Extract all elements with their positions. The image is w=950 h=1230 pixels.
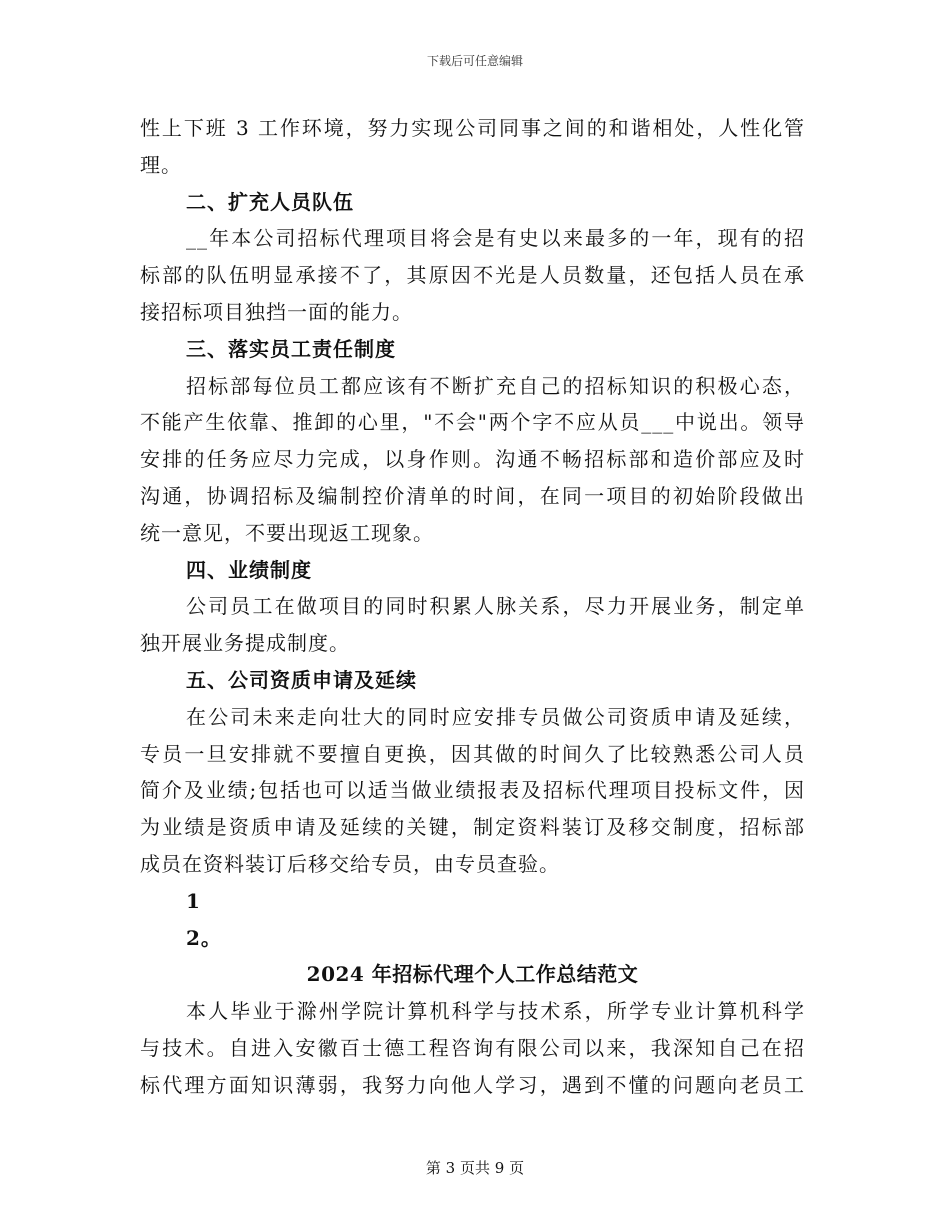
paragraph-line: 在公司未来走向壮大的同时应安排专员做公司资质申请及延续，: [186, 704, 805, 729]
paragraph-line: 统一意见，不要出现返工现象。: [140, 520, 434, 545]
paragraph-line: 与技术。自进入安徽百士德工程咨询有限公司以来，我深知自己在招: [140, 1035, 805, 1060]
paragraph-line: 为业绩是资质申请及延续的关键，制定资料装订及移交制度，招标部: [140, 815, 805, 840]
document-title: 2024 年招标代理个人工作总结范文: [306, 962, 639, 987]
paragraph-line: 简介及业绩;包括也可以适当做业绩报表及招标代理项目投标文件，因: [140, 778, 805, 803]
section-heading: 三、落实员工责任制度: [186, 336, 396, 361]
page-header: 下载后可任意编辑: [426, 54, 523, 68]
paragraph-line: 公司员工在做项目的同时积累人脉关系，尽力开展业务，制定单: [186, 594, 805, 619]
paragraph-line: 成员在资料装订后移交给专员，由专员查验。: [140, 851, 560, 876]
paragraph-line: 标部的队伍明显承接不了，其原因不光是人员数量，还包括人员在承: [140, 263, 805, 288]
paragraph-line: 不能产生依靠、推卸的心里，"不会"两个字不应从员___中说出。领导: [140, 410, 805, 435]
section-heading: 二、扩充人员队伍: [186, 189, 354, 214]
paragraph-line: 理。: [140, 152, 182, 177]
list-number: 1: [186, 888, 201, 913]
paragraph-line: 标代理方面知识薄弱，我努力向他人学习，遇到不懂的问题向老员工: [140, 1072, 805, 1097]
paragraph-line: 沟通，协调招标及编制控价清单的时间，在同一项目的初始阶段做出: [140, 483, 805, 508]
list-number: 2。: [186, 925, 222, 950]
paragraph-line: 性上下班 3 工作环境，努力实现公司同事之间的和谐相处，人性化管: [140, 116, 805, 140]
paragraph-line: 接招标项目独挡一面的能力。: [140, 299, 413, 324]
document-body: [140, 110, 805, 1104]
paragraph-line: 本人毕业于滁州学院计算机科学与技术系，所学专业计算机科学: [186, 999, 805, 1024]
paragraph-line: 安排的任务应尽力完成，以身作则。沟通不畅招标部和造价部应及时: [140, 447, 805, 472]
section-heading: 四、业绩制度: [186, 557, 312, 582]
paragraph-line: 招标部每位员工都应该有不断扩充自己的招标知识的积极心态，: [186, 373, 805, 398]
page-footer: 第 3 页共 9 页: [425, 1159, 525, 1177]
paragraph-line: 专员一旦安排就不要擅自更换，因其做的时间久了比较熟悉公司人员: [140, 741, 805, 766]
paragraph-line: 独开展业务提成制度。: [140, 631, 350, 656]
section-heading: 五、公司资质申请及延续: [186, 667, 417, 692]
paragraph-line: __年本公司招标代理项目将会是有史以来最多的一年，现有的招: [186, 226, 805, 251]
